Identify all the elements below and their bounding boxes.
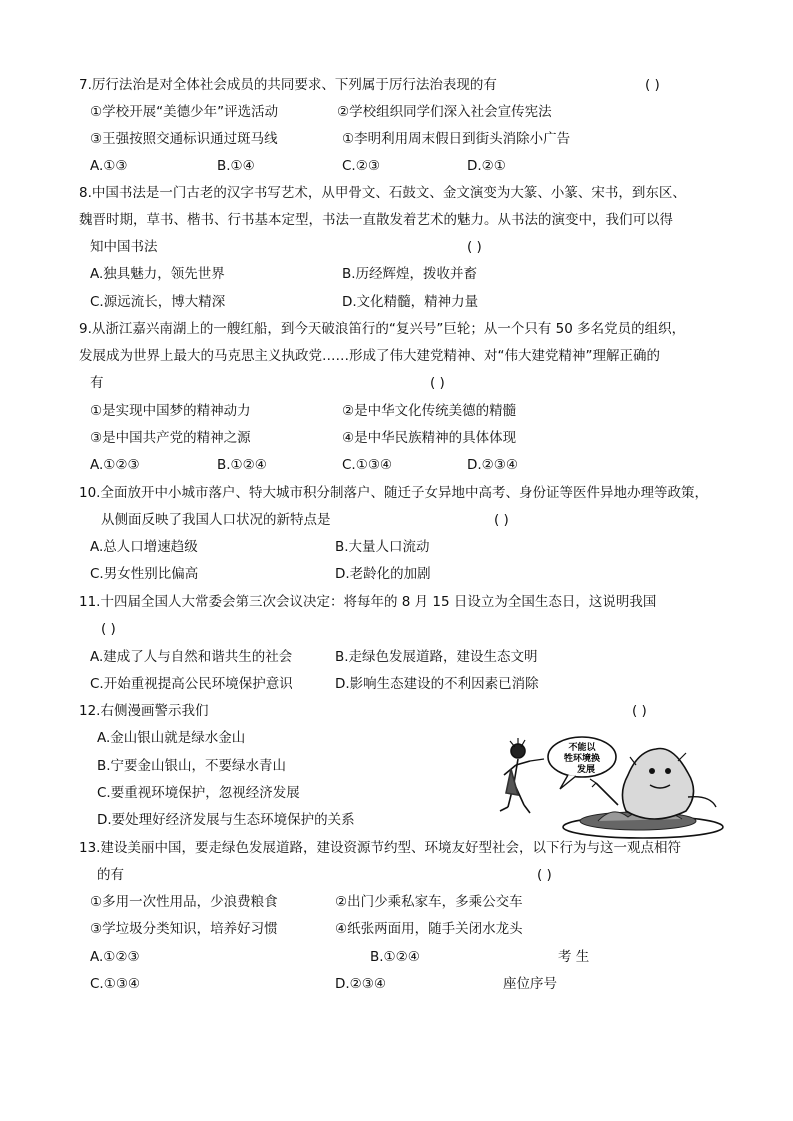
q10-answer-paren: ( ) [494,512,509,528]
q9-option-d: D.②③④ [467,457,518,473]
q10-stem-line-2: 从侧面反映了我国人口状况的新特点是 [101,512,331,528]
q13-item-1: ①多用一次性用品，少浪费粮食 [90,894,278,910]
q10-option-c: C.男女性别比偏高 [90,566,199,582]
q8-stem-line-2: 魏晋时期，草书、楷书、行书基本定型，书法一直散发着艺术的魅力。从书法的演变中，我们可以得 [79,212,673,228]
q10-option-d: D.老龄化的加剧 [335,566,431,582]
q12-option-b: B.宁要金山银山，不要绿水青山 [97,758,287,774]
q8-option-c: C.源远流长，博大精深 [90,294,226,310]
q7-item-1: ①学校开展“美德少年”评选活动 [90,104,279,120]
q10-option-a: A.总人口增速趋级 [90,539,198,555]
q13-stem-line-2: 的有 [97,867,124,883]
q9-option-a: A.①②③ [90,457,140,473]
q8-option-b: B.历经辉煌，拨收并畜 [342,266,478,282]
q12-option-a: A.金山银山就是绿水金山 [97,730,246,746]
q9-option-b: B.①②④ [217,457,267,473]
q11-option-d: D.影响生态建设的不利因素已消除 [335,676,539,692]
q7-option-c: C.②③ [342,158,380,174]
q13-option-c: C.①③④ [90,976,141,992]
q8-option-a: A.独具魅力，领先世界 [90,266,225,282]
q7-stem: 7.厉行法治是对全体社会成员的共同要求、下列属于厉行法治表现的有 [79,77,497,93]
running-man-figure [500,738,544,813]
q13-item-3: ③学垃圾分类知识，培养好习惯 [90,921,278,937]
q13-option-a: A.①②③ [90,949,140,965]
q11-option-b: B.走绿色发展道路，建设生态文明 [335,649,538,665]
q10-option-b: B.大量人口流动 [335,539,430,555]
q13-stem-line-1: 13.建设美丽中国，要走绿色发展道路，建设资源节约型、环境友好型社会，以下行为与这一观点相符 [79,840,681,856]
q11-option-a: A.建成了人与自然和谐共生的社会 [90,649,293,665]
q9-stem-line-3: 有 [90,375,104,391]
speech-bubble [548,737,616,789]
q13-item-4: ④纸张两面用，随手关闭水龙头 [335,921,523,937]
q11-option-c: C.开始重视提高公民环境保护意识 [90,676,293,692]
q9-item-1: ①是实现中国梦的精神动力 [90,403,251,419]
q9-item-4: ④是中华民族精神的具体体现 [342,430,517,446]
q9-option-c: C.①③④ [342,457,393,473]
seat-number-label: 座位序号 [503,976,557,992]
q13-option-d: D.②③④ [335,976,386,992]
q9-item-3: ③是中国共产党的精神之源 [90,430,251,446]
q8-option-d: D.文化精髓，精神力量 [342,294,479,310]
q9-answer-paren: ( ) [430,375,445,391]
q7-option-a: A.①③ [90,158,128,174]
q7-option-d: D.②① [467,158,506,174]
q11-answer-paren: ( ) [101,621,116,637]
bubble-text-line-3: 发展 [576,765,596,775]
examinee-label: 考 生 [558,949,590,965]
q12-stem: 12.右侧漫画警示我们 [79,703,209,719]
q13-option-b: B.①②④ [370,949,420,965]
q7-option-b: B.①④ [217,158,255,174]
q9-item-2: ②是中华文化传统美德的精髓 [342,403,517,419]
q7-item-2: ②学校组织同学们深入社会宣传宪法 [337,104,552,120]
bubble-text-line-1: 不能以 [568,743,596,753]
q9-stem-line-2: 发展成为世界上最大的马克思主义执政党……形成了伟大建党精神、对“伟大建党精神”理解正确的 [79,348,660,364]
q13-item-2: ②出门少乘私家车，多乘公交车 [335,894,523,910]
q8-answer-paren: ( ) [467,239,482,255]
q10-stem-line-1: 10.全面放开中小城市落户、特大城市积分制落户、随迁子女异地中高考、身份证等医件异地办理等政策， [79,485,708,501]
q7-item-3: ③王强按照交通标识通过斑马线 [90,131,278,147]
q7-item-4: ①李明利用周末假日到街头消除小广告 [342,131,571,147]
q7-answer-paren: ( ) [645,77,660,93]
q12-answer-paren: ( ) [632,703,647,719]
q12-option-c: C.要重视环境保护，忽视经济发展 [97,785,300,801]
q13-answer-paren: ( ) [537,867,552,883]
q12-option-d: D.要处理好经济发展与生态环境保护的关系 [97,812,355,828]
bubble-text-line-2: 牲环境换 [563,754,601,764]
environment-cartoon [478,735,730,840]
q8-stem-line-1: 8.中国书法是一门古老的汉字书写艺术，从甲骨文、石鼓文、金文演变为大篆、小篆、宋书，到东区、 [79,185,686,201]
q11-stem: 11.十四届全国人大常委会第三次会议决定：将每年的 8 月 15 日设立为全国生态日，这说明我国 [79,594,657,610]
q9-stem-line-1: 9.从浙江嘉兴南湖上的一艘红船，到今天破浪笛行的“复兴号”巨轮；从一个只有 50 多名党员的组织， [79,321,686,337]
q8-stem-line-3: 知中国书法 [90,239,158,255]
